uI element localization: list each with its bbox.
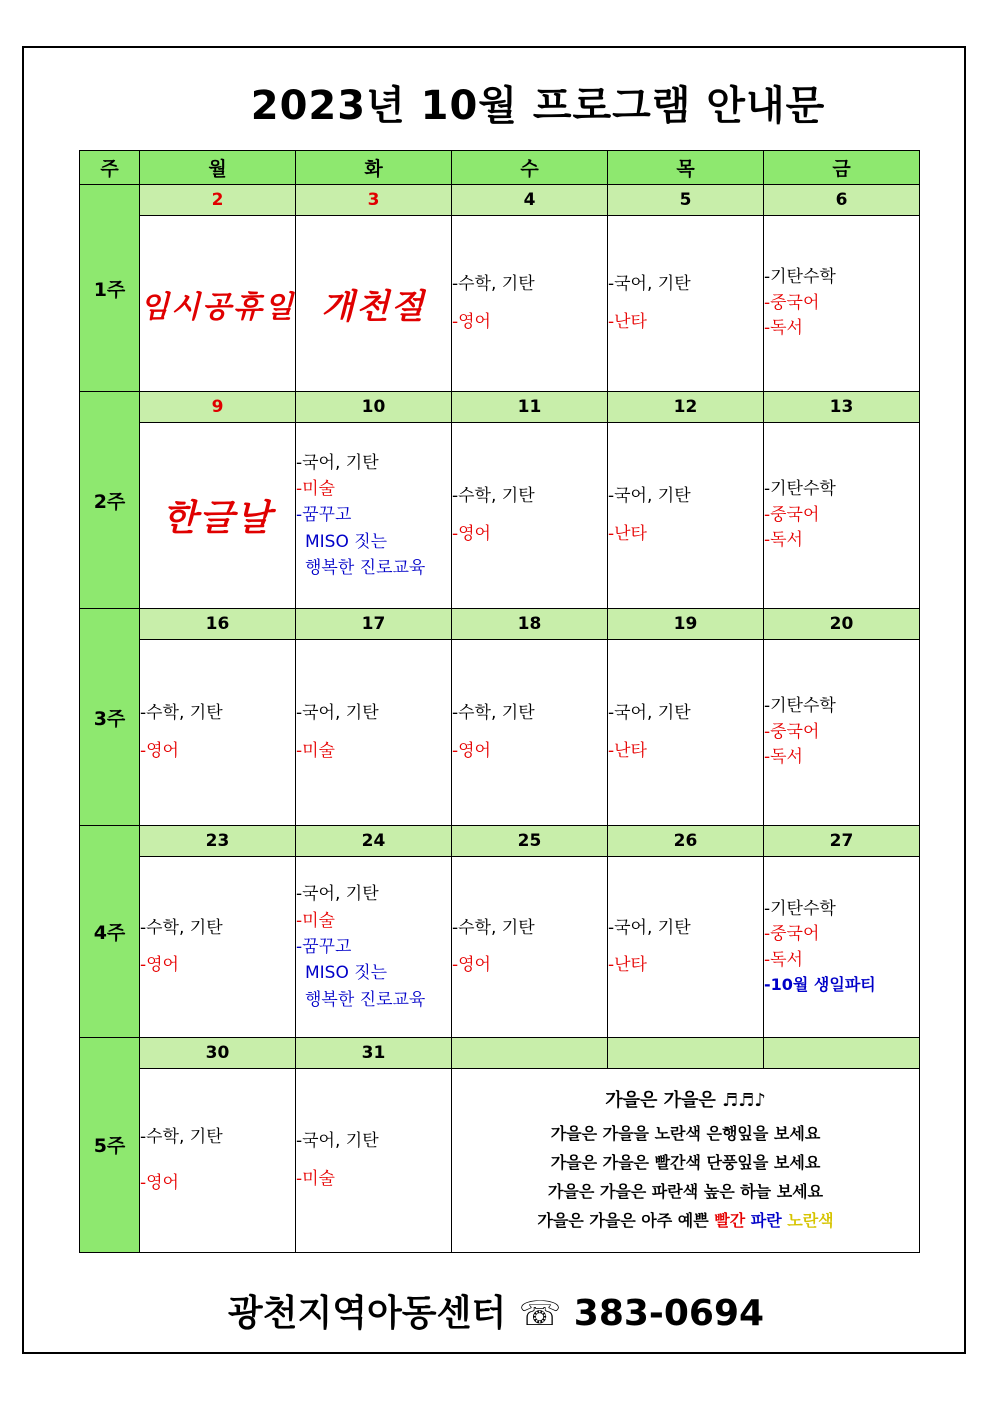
program-item: -난타 xyxy=(608,311,647,332)
program-item: -국어, 기탄 xyxy=(296,884,379,905)
program-cell xyxy=(764,857,920,1038)
program-item: -미술 xyxy=(296,740,335,761)
program-row xyxy=(80,640,920,826)
program-item: -독서 xyxy=(764,949,803,970)
program-item: -수학, 기탄 xyxy=(452,486,535,507)
date-cell: 10 xyxy=(296,392,452,423)
program-cell xyxy=(608,640,764,826)
poem-word-blue: 파란 xyxy=(750,1211,782,1231)
program-item: -수학, 기탄 xyxy=(140,1127,223,1148)
program-item: -수학, 기탄 xyxy=(452,703,535,724)
poem-line: 가을은 가을은 ♬♬♪ xyxy=(605,1090,766,1112)
program-row xyxy=(80,216,920,392)
program-item: -영어 xyxy=(452,740,491,761)
program-cell xyxy=(452,640,608,826)
week-label: 3주 xyxy=(80,609,140,826)
holiday-temp: 임시공휴일 xyxy=(140,216,296,392)
program-item: -미술 xyxy=(296,1168,335,1189)
program-item: -중국어 xyxy=(764,504,820,525)
date-cell: 26 xyxy=(608,826,764,857)
date-cell: 3 xyxy=(296,185,452,216)
phone-number: 383-0694 xyxy=(573,1293,765,1334)
poem-line: 가을은 가을은 파란색 높은 하늘 보세요 xyxy=(547,1182,824,1202)
poem-line xyxy=(452,1206,919,1235)
calendar-header-row xyxy=(80,151,920,185)
date-cell: 2 xyxy=(140,185,296,216)
program-item: 행복한 진로교육 xyxy=(305,989,426,1010)
week-label: 5주 xyxy=(80,1037,140,1252)
date-cell xyxy=(608,1037,764,1068)
program-cell xyxy=(608,216,764,392)
date-cell: 16 xyxy=(140,609,296,640)
header-fri: 금 xyxy=(764,151,920,185)
program-row xyxy=(80,1069,920,1253)
date-cell: 30 xyxy=(140,1037,296,1068)
date-cell: 25 xyxy=(452,826,608,857)
program-cell xyxy=(140,1069,296,1253)
date-cell: 17 xyxy=(296,609,452,640)
date-cell: 27 xyxy=(764,826,920,857)
program-item: -수학, 기탄 xyxy=(452,274,535,295)
date-cell: 12 xyxy=(608,392,764,423)
date-cell: 18 xyxy=(452,609,608,640)
program-item: -10월 생일파티 xyxy=(764,975,876,995)
program-item: -독서 xyxy=(764,318,803,339)
center-name: 광천지역아동센터 xyxy=(227,1293,507,1334)
program-cell xyxy=(296,1069,452,1253)
program-item: -영어 xyxy=(452,955,491,976)
program-cell xyxy=(608,857,764,1038)
program-row xyxy=(80,423,920,609)
program-cell xyxy=(764,640,920,826)
date-cell: 19 xyxy=(608,609,764,640)
phone-icon: ☏ xyxy=(518,1294,562,1334)
week-label: 4주 xyxy=(80,826,140,1038)
program-row xyxy=(80,857,920,1038)
program-item: -영어 xyxy=(452,311,491,332)
date-cell xyxy=(764,1037,920,1068)
program-cell xyxy=(608,423,764,609)
program-cell xyxy=(452,423,608,609)
program-item: -수학, 기탄 xyxy=(452,917,535,938)
header-wed: 수 xyxy=(452,151,608,185)
program-item: -기탄수학 xyxy=(764,479,836,500)
program-item: -국어, 기탄 xyxy=(608,703,691,724)
program-item: -국어, 기탄 xyxy=(296,452,379,473)
program-cell xyxy=(452,857,608,1038)
date-cell: 24 xyxy=(296,826,452,857)
date-cell: 20 xyxy=(764,609,920,640)
date-cell: 5 xyxy=(608,185,764,216)
program-cell xyxy=(296,640,452,826)
program-item: -중국어 xyxy=(764,721,820,742)
date-row xyxy=(80,392,920,423)
week-label: 2주 xyxy=(80,392,140,609)
program-item: MISO 짓는 xyxy=(305,963,388,984)
program-item: -국어, 기탄 xyxy=(608,917,691,938)
program-cell xyxy=(140,640,296,826)
program-item: -꿈꾸고 xyxy=(296,505,352,526)
program-item: -국어, 기탄 xyxy=(608,274,691,295)
program-cell xyxy=(452,216,608,392)
poem-line: 가을은 가을은 빨간색 단풍잎을 보세요 xyxy=(550,1153,821,1173)
poem-word-yellow: 노란색 xyxy=(787,1211,834,1231)
header-week: 주 xyxy=(80,151,140,185)
date-cell: 9 xyxy=(140,392,296,423)
program-item: -중국어 xyxy=(764,292,820,313)
program-cell xyxy=(296,423,452,609)
program-item: -기탄수학 xyxy=(764,898,836,919)
program-cell xyxy=(296,857,452,1038)
program-item: -국어, 기탄 xyxy=(608,486,691,507)
program-item: -영어 xyxy=(140,740,179,761)
date-row xyxy=(80,609,920,640)
program-item: -미술 xyxy=(296,479,335,500)
date-cell xyxy=(452,1037,608,1068)
program-cell xyxy=(764,423,920,609)
program-item: -난타 xyxy=(608,740,647,761)
poem-text: 가을은 가을은 아주 예쁜 xyxy=(537,1211,709,1231)
program-item: -국어, 기탄 xyxy=(296,1131,379,1152)
program-cell xyxy=(140,857,296,1038)
header-thu: 목 xyxy=(608,151,764,185)
program-item: -영어 xyxy=(452,523,491,544)
program-cell xyxy=(764,216,920,392)
date-row xyxy=(80,1037,920,1068)
program-item: -난타 xyxy=(608,955,647,976)
date-cell: 11 xyxy=(452,392,608,423)
holiday-hangeul: 한글날 xyxy=(140,423,296,609)
program-item: -미술 xyxy=(296,910,335,931)
header-tue: 화 xyxy=(296,151,452,185)
poem-line: 가을은 가을을 노란색 은행잎을 보세요 xyxy=(550,1124,821,1144)
program-calendar xyxy=(79,150,920,1253)
program-item: 행복한 진로교육 xyxy=(305,558,426,579)
program-item: -기탄수학 xyxy=(764,696,836,717)
header-mon: 월 xyxy=(140,151,296,185)
page-title: 2023년 10월 프로그램 안내문 xyxy=(250,83,826,129)
program-item: -기탄수학 xyxy=(764,267,836,288)
date-cell: 13 xyxy=(764,392,920,423)
program-item: -독서 xyxy=(764,747,803,768)
program-item: MISO 짓는 xyxy=(305,531,388,552)
program-item: -영어 xyxy=(140,955,179,976)
program-item: -독서 xyxy=(764,530,803,551)
date-cell: 4 xyxy=(452,185,608,216)
program-item: -수학, 기탄 xyxy=(140,703,223,724)
poem-word-red: 빨간 xyxy=(714,1211,746,1231)
date-row xyxy=(80,826,920,857)
date-cell: 6 xyxy=(764,185,920,216)
program-item: -꿈꾸고 xyxy=(296,936,352,957)
program-item: -난타 xyxy=(608,523,647,544)
program-item: -수학, 기탄 xyxy=(140,917,223,938)
footer xyxy=(0,1285,992,1336)
date-cell: 31 xyxy=(296,1037,452,1068)
program-item: -영어 xyxy=(140,1172,179,1193)
date-row xyxy=(80,185,920,216)
holiday-gaecheon: 개천절 xyxy=(296,216,452,392)
autumn-poem xyxy=(452,1069,920,1253)
program-item: -국어, 기탄 xyxy=(296,703,379,724)
date-cell: 23 xyxy=(140,826,296,857)
week-label: 1주 xyxy=(80,185,140,392)
program-item: -중국어 xyxy=(764,924,820,945)
